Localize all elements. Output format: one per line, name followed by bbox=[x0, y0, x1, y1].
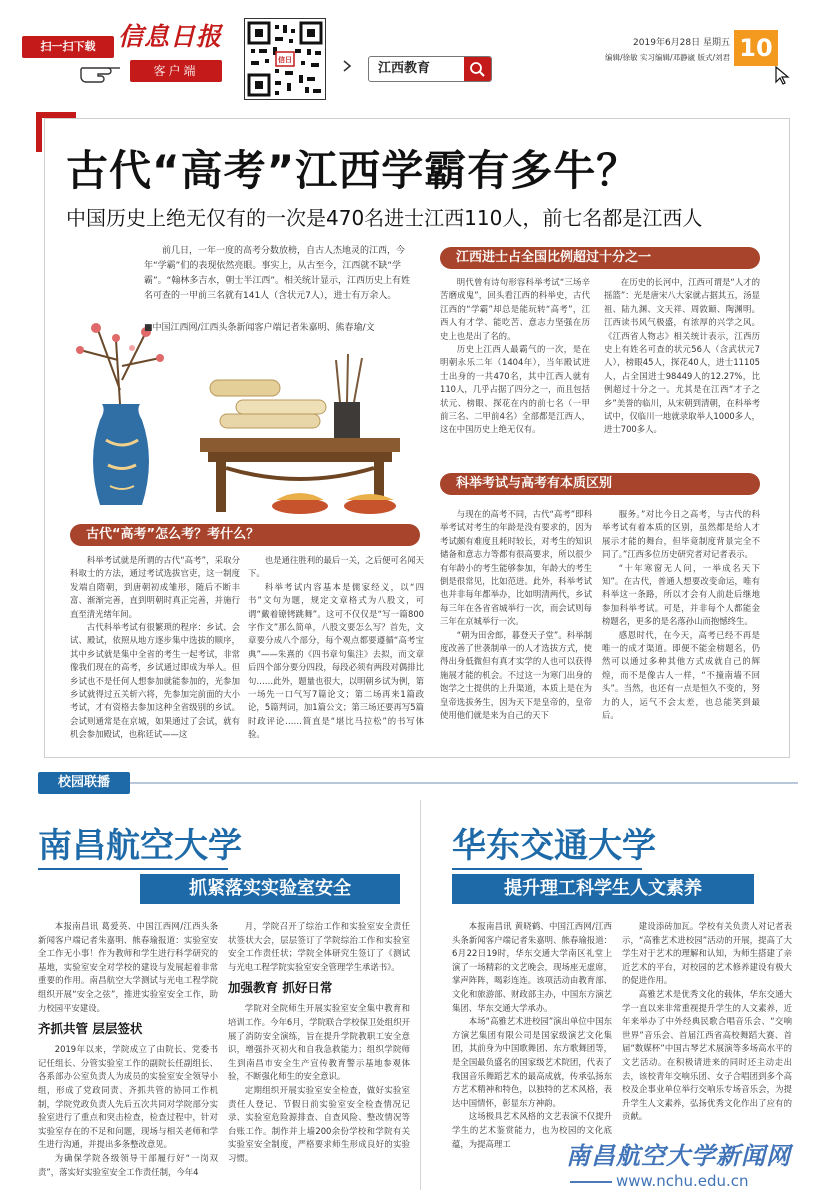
editor-credits: 编辑/徐敏 实习编辑/邓静崴 版式/刘君 bbox=[605, 53, 730, 62]
paragraph: 感恩时代，在今天，高考已经不再是唯一的成才渠道。即便不能金榜题名，仍然可以通过多种其他方式成就自己的辉煌，而不是像古人一样，“不撞南墙不回头”。当然，也还有一点是恒久不变的，努力的人，运气不会太差，也总能笑到最后。 bbox=[602, 629, 760, 721]
paragraph: 与现在的高考不同，古代“高考”即科举考试对考生的年龄是没有要求的，因为考试颇有难度且耗时较长，对考生的知识储备和意志力等都有很高要求，所以很少有年龄小的考生能够参加，年龄大的考生倒是很常见，比如范进。此外，科举考试也并非每年都举办，比如明清两代，乡试每三年在各省省城举行一次，而会试则每三年在京城举行一次。 bbox=[440, 509, 592, 627]
paper-logo: 信息日报 bbox=[118, 22, 223, 51]
campus-section-tag: 校园联播 bbox=[38, 772, 130, 794]
paragraph: 科举考试内容基本是儒家经义，以“四书”文句为题，规定文章格式为八股文，可谓“戴着镣铐跳舞”。这可不仅仅是“写一篇800字作文”那么简单，八股文要怎么写？首先，文章要分成八个部分，每个观点都要遵循“高考宝典”——朱熹的《四书章句集注》去拟，而文章后四个部分要分四段，每段必须有两段对偶排比句……此外，题量也很大，以明朝乡试为例，第一场先一口气写7篇论文；第二场再来1篇政论，5篇判词，加1篇公文；第三场还要再写5篇时政评论……简直是“堪比马拉松”的书写体验。 bbox=[248, 581, 424, 740]
article-headline: 古代“高考”江西学霸有多牛？ bbox=[66, 146, 640, 195]
svg-text:信日: 信日 bbox=[278, 56, 292, 64]
paragraph: 本报南昌讯 黄晓鹤、中国江西网/江西头条新闻客户端记者朱嘉明、熊春瑜报道：6月22日19时，华东交通大学南区礼堂上演了一场精彩的文艺晚会，现场座无虚席，掌声阵阵，喝彩连连。该项活动由教育部、文化和旅游部、财政部主办，中国东方演艺集团、华东交通大学承办。 bbox=[452, 921, 612, 1013]
news-column bbox=[38, 920, 218, 1190]
article-column bbox=[248, 554, 424, 750]
campus-section-rule bbox=[38, 782, 798, 784]
paragraph: 月，学院召开了综治工作和实验室安全责任状签状大会，层层签订了学院综治工作和实验室安全工作责任状；学院全体研究生签订了《测试与光电工程学院实验室安全管理学生承诺书》。 bbox=[228, 921, 410, 972]
paragraph: 服务。”对比今日之高考，与古代的科举考试有着本质的区别，虽然都是给人才展示才能的舞台，但毕竟制度背景完全不同了。”江西多位历史研究者对记者表示。 bbox=[602, 509, 760, 560]
paragraph: 高雅艺术是优秀文化的载体，华东交通大学一直以来非常重视提升学生的人文素养，近年来举办了中外经典民歌合唱音乐会、“交响世界”音乐会、首届江西省高校舞蹈大赛、首届“数媒杯”中国古琴艺术展演等多场高水平的文艺活动。在积极请进来的同时还主动走出去，该校青年交响乐团、女子合唱团到多个高校及企事业单位举行交响乐专场音乐会，为提升学生人文素养，弘扬优秀文化作出了应有的贡献。 bbox=[622, 988, 792, 1122]
section-title-how-to-test: 古代“高考”怎么考？考什么？ bbox=[70, 524, 420, 546]
article-column bbox=[602, 508, 760, 750]
article-column bbox=[70, 554, 240, 750]
paragraph: 科举考试就是所谓的古代“高考”，采取分科取士的方法，通过考试选拔官吏，这一制度发端自隋朝，到唐朝初成雏形，随后不断丰富、渐渐完善，直到明朝时真正完善，并施行直至清光绪年间。 bbox=[70, 555, 240, 619]
search-icon bbox=[464, 57, 491, 81]
paragraph: 为确保学院各级领导干部履行好“一岗双责”，落实好实验室安全工作责任制，今年4 bbox=[38, 1152, 218, 1177]
issue-date: 2019年6月28日 星期五 bbox=[633, 38, 730, 48]
section-title-proportion: 江西进士占全国比例超过十分之一 bbox=[440, 247, 760, 269]
paragraph: 明代曾有诗句形容科举考试“三场辛苦磨成鬼”，回头看江西的科举史，古代江西的“学霸”却总是能玩转“高考”，江西人有才学、能吃苦、意志力坚强在历史上也是出了名的。 bbox=[440, 277, 590, 341]
article-column bbox=[604, 276, 760, 466]
paragraph: “朝为田舍郎，暮登天子堂”。科举制度改善了世袭制单一的人才选拔方式，使得出身低微但有真才实学的人也可以获得施展才能的机会。不过这一为寒门出身的饱学之士提供的上升渠道，本质上是在为皇帝选拔务生，因为天下是皇帝的，皇帝使用他们就是来为自己的天下 bbox=[440, 629, 592, 721]
paragraph: 古代科举考试有很繁琐的程序：乡试、会试、殿试，依照从地方逐步集中选拔的顺序，其中乡试就是集中全省的考生一起考试，非常像我们现在的高考，乡试通过即成为举人。但乡试也不是任何人想参加就能参加的，光参加乡试就得过五关斩六将，先参加完前面的大小考试，才有资格去参加这种全省级别的乡试。会试则通常是在京城，如果通过了会试，就有机会参加殿试，也称廷试——这 bbox=[70, 622, 240, 740]
client-app-tag[interactable]: 客户端 bbox=[130, 60, 222, 82]
section-title-difference: 科举考试与高考有本质区别 bbox=[440, 473, 760, 495]
section-name: 江西教育 bbox=[378, 61, 431, 76]
ecjtu-subtitle: 提升理工科学生人文素养 bbox=[452, 874, 754, 904]
news-column bbox=[228, 920, 410, 1190]
page-number-badge: 10 bbox=[734, 30, 778, 66]
column-subhead: 加强教育 抓好日常 bbox=[228, 980, 333, 996]
watermark-line bbox=[570, 1181, 612, 1183]
paragraph: 本场“高雅艺术进校园”演出单位中国东方演艺集团有限公司是国家级演艺文化集团，其前身为中国歌舞团、东方歌舞团等，是全国最负盛名的国家级艺术院团，代表了我国音乐舞蹈艺术的最高成就，传承弘扬东方艺术精神和特色，以独特的艺术风格，表达中国情怀，彰显东方神韵。 bbox=[452, 1016, 612, 1108]
qr-code bbox=[244, 18, 326, 100]
chevron-right-icon bbox=[340, 58, 354, 72]
article-lead: 前几日，一年一度的高考分数放榜，自古人杰地灵的江西，今年“学霸”们的表现依然亮眼。事实上，从古至今，江西就不缺“学霸”。“翰林多吉水，朝士半江西”。相关统计显示，江西历史上有姓名可查的一甲前三名就有141人（含状元7人），进士有万余人。 bbox=[144, 246, 410, 301]
article-byline: ■中国江西网/江西头条新闻客户端记者朱嘉明、熊春瑜/文 bbox=[144, 323, 375, 333]
paragraph: 建设添砖加瓦。学校有关负责人对记者表示，“高雅艺术进校园”活动的开展，提高了大学生对于艺术的理解和认知，为师生搭建了亲近艺术的平台，对校园的艺术修养建设有极大的促进作用。 bbox=[622, 921, 792, 986]
search-button[interactable] bbox=[464, 57, 491, 81]
paragraph: 定期组织开展实验室安全检查，做好实验室责任人登记、节假日前实验室安全检查情况记录、实验室危险源排查、自查风险、整改情况等台账工作。制作并上墙200余份学校和学院有关实验室安全制度，严格要求师生形成良好的实验习惯。 bbox=[228, 1084, 410, 1163]
article-column bbox=[440, 276, 590, 466]
site-watermark-url: www.nchu.edu.cn bbox=[616, 1172, 749, 1190]
scan-download-tag: 扫一扫下载 bbox=[22, 36, 114, 58]
paragraph: 历史上江西人最霸气的一次，是在明朝永乐二年（1404年），当年殿试进士出身的一共470名，其中江西人就有110人，几乎占据了四分之一，而且包括状元、榜眼、探花在内的前七名（一甲前三名、二甲前4名）全部都是江西人，这在中国历史上绝无仅有。 bbox=[440, 344, 590, 435]
pointing-hand-icon bbox=[78, 56, 124, 86]
ecjtu-title: 华东交通大学 bbox=[452, 826, 656, 866]
column-subhead: 齐抓共管 层层签状 bbox=[38, 1021, 143, 1037]
mouse-cursor-icon bbox=[774, 66, 790, 86]
title-underline bbox=[452, 868, 642, 870]
article-subheadline: 中国历史上绝无仅有的一次是470名进士江西110人，前七名都是江西人 bbox=[66, 206, 703, 230]
paragraph: 2019年以来，学院成立了由院长、党委书记任组长、分管实验室工作的副院长任副组长、各系部办公室负责人为成员的实验室安全领导小组，形成了党政同责、齐抓共管的协同工作机制，学院党政负责人先后五次共同对学院部分实验室进行了重点和突击检查，检查过程中，针对实验室存在的不足和问题，现场与相关老师和学生进行沟通，并提出多条整改意见。 bbox=[38, 1044, 218, 1150]
paragraph: 学院对全院师生开展实验室安全集中教育和培训工作。今年6月，学院联合学校保卫处组织开展了消防安全演练，旨在提升学院教职工安全意识，增强扑灭初火和自我急救能力；组织学院师生到南昌市安全生产宣传教育警示基地参观体验，不断强化师生的安全意识。 bbox=[228, 1003, 410, 1082]
news-column bbox=[622, 920, 792, 1150]
paragraph: “十年寒窗无人问，一举成名天下知”。在古代，普通人想要改变命运，唯有科举这一条路，所以才会有人前赴后继地参加科举考试。可是，并非每个人都能金榜题名，更多的是名落孙山而抱憾终生。 bbox=[602, 562, 760, 627]
paragraph: 这场极具艺术风格的文艺表演不仅提升学生的艺术鉴赏能力，也为校园的文化底蕴，为提高理工 bbox=[452, 1111, 612, 1149]
site-watermark: 南昌航空大学新闻网 bbox=[566, 1141, 791, 1170]
article-column bbox=[440, 508, 592, 750]
nchu-title: 南昌航空大学 bbox=[38, 826, 242, 866]
column-divider bbox=[420, 800, 421, 1190]
title-underline bbox=[38, 868, 228, 870]
news-column bbox=[452, 920, 612, 1170]
nchu-subtitle: 抓紧落实实验室安全 bbox=[140, 874, 400, 904]
paragraph: 本报南昌讯 葛爱英、中国江西网/江西头条新闻客户端记者朱嘉明、熊春瑜报道：实验室安全工作无小事！作为教师和学生进行科学研究的基地，实验室安全对学校的建设与发展起着非常重要的作用。南昌航空大学测试与光电工程学院组织开展“安全之弦”，推进实验室安全工作，助力校园平安建设。 bbox=[38, 921, 218, 1013]
paragraph: 也是通往胜利的最后一关，之后便可名闻天下。 bbox=[248, 555, 424, 579]
paragraph: 在历史的长河中，江西可谓是“人才的摇篮”：光是唐宋八大家就占据其五，汤显祖、陆九渊、文天祥、周敦颐、陶渊明。江西读书风气极盛，有浓厚的兴学之风。《江西省人物志》相关统计表示，江西历史上有姓名可查的状元56人（含武状元7人），榜眼45人，探花40人，进士11105人，占全国进士98449人的12.27%，比例超过十分之一。尤其是在江西“才子之乡”美誉的临川，从宋朝到清朝，在科举考试中，仅临川一地就录取举人1000多人，进士700多人。 bbox=[604, 277, 760, 435]
